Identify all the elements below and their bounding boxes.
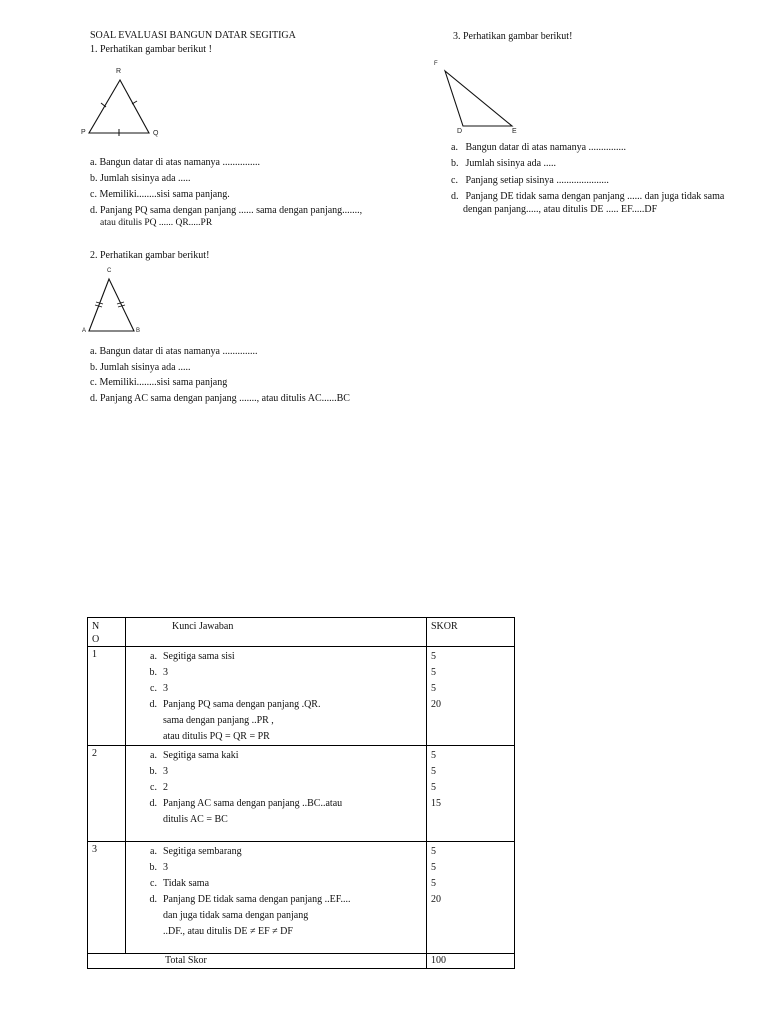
table-row <box>88 647 515 746</box>
answer-text-continued: atau ditulis PQ = QR = PR <box>163 731 270 742</box>
q3-item-d-letter: d. <box>451 191 459 202</box>
q2-item-c: c. Memiliki........sisi sama panjang <box>90 377 228 388</box>
answer-letter: a. <box>150 750 157 761</box>
vertex-label-e: E <box>512 128 517 135</box>
q3-item-a <box>451 142 626 154</box>
answer-text: 3 <box>163 683 168 694</box>
q3-item-b-text: Jumlah sisinya ada ..... <box>465 158 557 169</box>
row-scores <box>427 647 515 746</box>
answer-text-continued: ditulis AC = BC <box>163 814 228 825</box>
score-value: 5 <box>431 846 436 857</box>
answer-text-continued: ..DF., atau ditulis DE ≠ EF ≠ DF <box>163 926 293 937</box>
page-title: SOAL EVALUASI BANGUN DATAR SEGITIGA <box>90 30 296 41</box>
answer-text-continued: sama dengan panjang ..PR , <box>163 715 274 726</box>
row-scores <box>427 842 515 954</box>
question-1-prompt: 1. Perhatikan gambar berikut ! <box>90 44 212 55</box>
answer-letter: d. <box>149 798 157 809</box>
answer-letter: c. <box>150 782 157 793</box>
q1-item-c: c. Memiliki........sisi sama panjang. <box>90 189 230 200</box>
triangle-def-shape <box>445 71 512 126</box>
vertex-label-a: A <box>82 328 87 334</box>
total-label: Total Skor <box>88 954 427 969</box>
vertex-label-f: F <box>434 61 438 67</box>
score-value: 5 <box>431 862 436 873</box>
score-value: 5 <box>431 667 436 678</box>
score-value: 5 <box>431 782 436 793</box>
answer-letter: b. <box>149 862 157 873</box>
row-answers <box>126 842 427 954</box>
q1-item-b: b. Jumlah sisinya ada ..... <box>90 173 191 184</box>
row-number: 3 <box>88 842 126 954</box>
vertex-label-c: C <box>107 268 112 274</box>
q3-item-a-letter: a. <box>451 142 458 153</box>
q2-item-a: a. Bangun datar di atas namanya .............. <box>90 346 258 357</box>
q1-item-d-continued: atau ditulis PQ ...... QR.....PR <box>100 218 213 228</box>
header-no <box>88 618 126 647</box>
q3-item-a-text: Bangun datar di atas namanya ............... <box>465 142 627 153</box>
q3-item-d-text: Panjang DE tidak sama dengan panjang ...... dan juga tidak sama <box>465 191 725 202</box>
triangle-pqr-shape <box>89 80 149 133</box>
q3-item-c <box>451 175 609 187</box>
q3-item-d <box>451 191 724 203</box>
answer-text: Tidak sama <box>163 878 210 889</box>
q1-item-d: d. Panjang PQ sama dengan panjang ...... sama dengan panjang......., <box>90 205 363 216</box>
answer-text: 3 <box>163 667 168 678</box>
score-value: 5 <box>431 766 436 777</box>
answer-letter: d. <box>149 699 157 710</box>
score-value: 5 <box>431 878 436 889</box>
q2-item-b: b. Jumlah sisinya ada ..... <box>90 362 191 373</box>
score-value: 5 <box>431 750 436 761</box>
row-answers <box>126 746 427 842</box>
q3-item-b-letter: b. <box>451 158 459 169</box>
score-value: 20 <box>431 699 441 710</box>
question-3-prompt: 3. Perhatikan gambar berikut! <box>453 31 573 42</box>
total-value: 100 <box>427 954 515 969</box>
vertex-label-p: P <box>81 129 86 136</box>
question-2-prompt: 2. Perhatikan gambar berikut! <box>90 250 210 261</box>
table-row <box>88 746 515 842</box>
answer-letter: c. <box>150 683 157 694</box>
q1-item-a: a. Bangun datar di atas namanya ............... <box>90 157 260 168</box>
header-score: SKOR <box>427 618 515 647</box>
answer-text: 3 <box>163 862 168 873</box>
table-header-row <box>88 618 515 647</box>
vertex-label-q: Q <box>153 130 159 137</box>
q3-item-c-letter: c. <box>451 175 458 186</box>
answer-text: Segitiga sama sisi <box>163 651 235 662</box>
header-no-line-2: O <box>92 634 100 645</box>
answer-text: Panjang AC sama dengan panjang ..BC..atau <box>163 798 343 809</box>
q2-item-d: d. Panjang AC sama dengan panjang ......., atau ditulis AC......BC <box>90 393 350 404</box>
answer-letter: c. <box>150 878 157 889</box>
answer-text: 3 <box>163 766 168 777</box>
score-value: 5 <box>431 683 436 694</box>
answer-letter: a. <box>150 846 157 857</box>
header-no-line-1: N <box>92 621 100 632</box>
q3-item-c-text: Panjang setiap sisinya ..................... <box>465 175 609 186</box>
answer-letter: b. <box>149 766 157 777</box>
answer-letter: a. <box>150 651 157 662</box>
answer-text: 2 <box>163 782 168 793</box>
triangle-def-figure <box>436 64 516 134</box>
triangle-pqr-figure <box>80 66 160 136</box>
answer-key-table <box>87 617 515 969</box>
row-number: 1 <box>88 647 126 746</box>
score-value: 20 <box>431 894 441 905</box>
vertex-label-r: R <box>116 68 122 75</box>
answer-text: Panjang PQ sama dengan panjang .QR. <box>163 699 321 710</box>
total-row <box>88 954 515 969</box>
row-number: 2 <box>88 746 126 842</box>
score-value: 15 <box>431 798 441 809</box>
q3-item-b <box>451 158 556 170</box>
score-value: 5 <box>431 651 436 662</box>
answer-text: Panjang DE tidak sama dengan panjang ..EF.... <box>163 894 351 905</box>
row-answers <box>126 647 427 746</box>
q3-item-d-continued: dengan panjang....., atau ditulis DE ..... EF.....DF <box>463 204 658 215</box>
vertex-label-b: B <box>136 328 141 334</box>
answer-text-continued: dan juga tidak sama dengan panjang <box>163 910 309 921</box>
table-row <box>88 842 515 954</box>
answer-letter: d. <box>149 894 157 905</box>
triangle-abc-figure <box>82 274 142 334</box>
answer-text: Segitiga sama kaki <box>163 750 239 761</box>
answer-text: Segitiga sembarang <box>163 846 242 857</box>
answer-letter: b. <box>149 667 157 678</box>
header-answer: Kunci Jawaban <box>126 618 427 647</box>
row-scores <box>427 746 515 842</box>
vertex-label-d: D <box>457 128 463 135</box>
